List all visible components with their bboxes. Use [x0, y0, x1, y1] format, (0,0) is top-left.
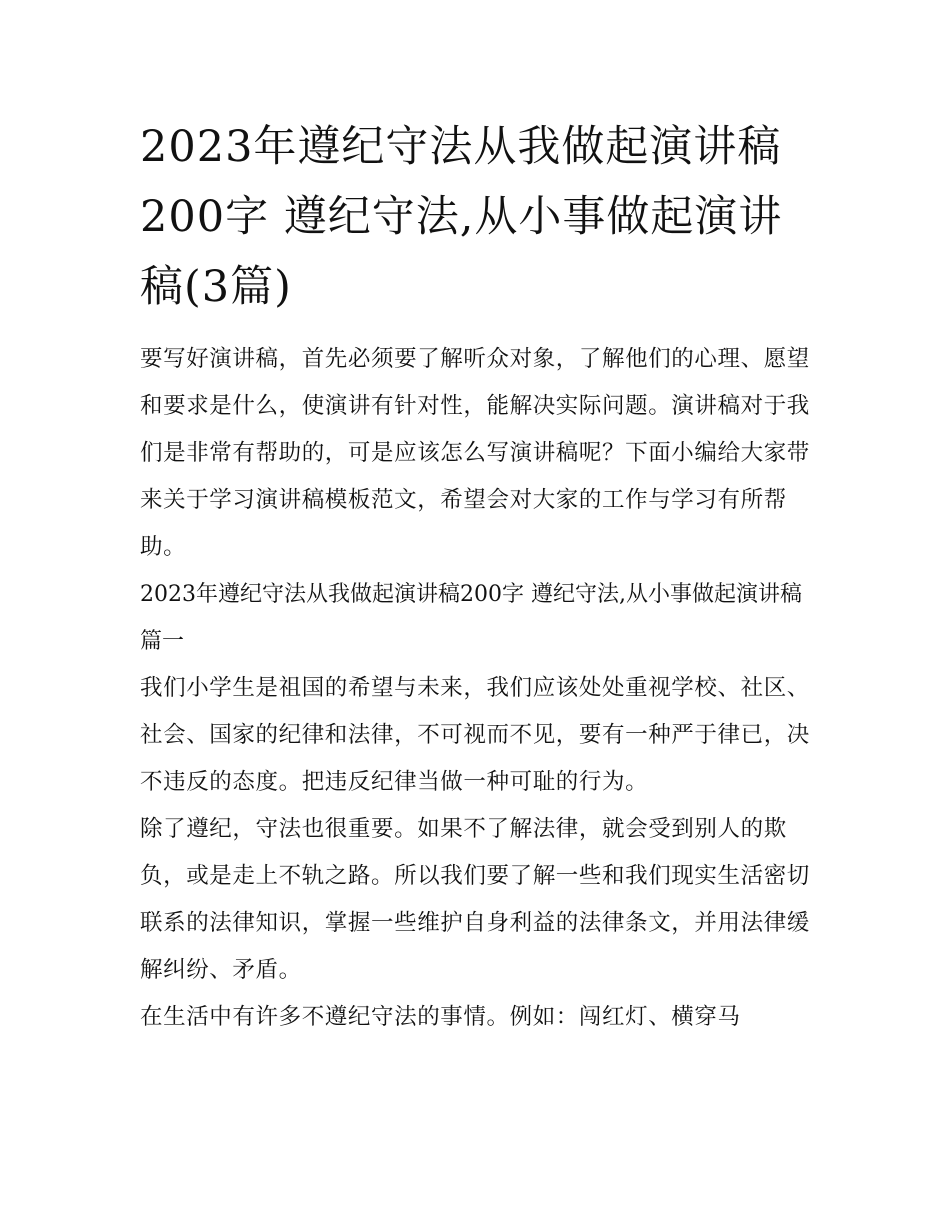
document-title: 2023年遵纪守法从我做起演讲稿200字 遵纪守法,从小事做起演讲稿(3篇) [140, 122, 783, 312]
body-paragraph-3: 在生活中有许多不遵纪守法的事情。例如：闯红灯、横穿马 [140, 1004, 741, 1030]
document-page [140, 112, 812, 1041]
section-heading: 2023年遵纪守法从我做起演讲稿200字 遵纪守法,从小事做起演讲稿篇一 [140, 582, 802, 654]
body-paragraph-1: 我们小学生是祖国的希望与未来，我们应该处处重视学校、社区、社会、国家的纪律和法律，不可视而不见，要有一种严于律已，决不违反的态度。把违反纪律当做一种可耻的行为。 [140, 675, 810, 795]
body-paragraph-2: 除了遵纪，守法也很重要。如果不了解法律，就会受到别人的欺负，或是走上不轨之路。所以我们要了解一些和我们现实生活密切联系的法律知识，掌握一些维护自身利益的法律条文，并用法律缓解纠纷、矛盾。 [140, 816, 810, 983]
intro-paragraph: 要写好演讲稿，首先必须要了解听众对象，了解他们的心理、愿望和要求是什么，使演讲有针对性，能解决实际问题。演讲稿对于我们是非常有帮助的，可是应该怎么写演讲稿呢？下面小编给大家带来关于学习演讲稿模板范文，希望会对大家的工作与学习有所帮助。 [140, 346, 810, 560]
